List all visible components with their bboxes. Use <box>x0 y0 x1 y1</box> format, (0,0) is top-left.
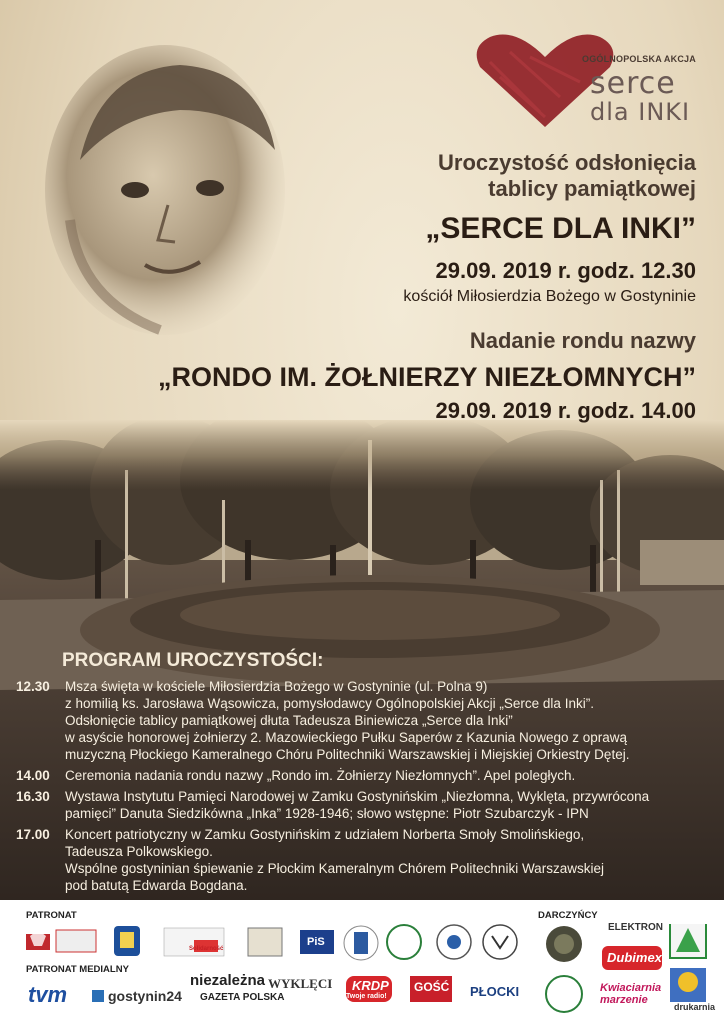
darczyncy-label: DARCZYŃCY <box>538 910 598 921</box>
program-item <box>16 767 716 784</box>
patronat-label: PATRONAT <box>26 910 77 921</box>
program-item <box>16 678 716 763</box>
krdp-logo: KRDP <box>352 978 389 993</box>
gosc-logo: GOŚĆ <box>414 980 450 994</box>
program-item <box>16 826 716 894</box>
krdp-slogan: Twoje radio! <box>346 993 387 1000</box>
program-line: Wspólne gostyninian śpiewanie z Płockim Kameralnym Chórem Politechniki Warszawskiej <box>65 861 604 876</box>
header-line3: Nadanie rondu nazwy <box>469 328 696 353</box>
patronat-medialny-label: PATRONAT MEDIALNY <box>26 964 129 975</box>
drukarnia-logo: drukarnia <box>674 1002 716 1012</box>
gostynin24-icon <box>90 988 106 1004</box>
program-line: Msza święta w kościele Miłosierdzia Bożego w Gostyninie (ul. Polna 9) <box>65 679 488 694</box>
gazeta-polska-logo: GAZETA POLSKA <box>200 992 285 1003</box>
program-line: muzyczną Płockiego Kameralnego Chóru Politechniki Warszawskiej i Miejskiej Orkiestry Dętej. <box>65 747 630 762</box>
program-line: Odsłonięcie tablicy pamiątkowej dłuta Tadeusza Biniewicza „Serce dla Inki” <box>65 713 513 728</box>
program-line: Koncert patriotyczny w Zamku Gostynińskim z udziałem Norberta Smoły Smolińskiego, <box>65 827 585 842</box>
logo-subtitle: OGÓLNOPOLSKA AKCJA <box>582 54 696 64</box>
program-time: 17.00 <box>16 827 50 842</box>
gostynin24-logo: gostynin24 <box>108 988 182 1004</box>
program-line: Ceremonia nadania rondu nazwy „Rondo im. Żołnierzy Niezłomnych”. Apel poległych. <box>65 768 576 783</box>
program-item <box>16 788 716 822</box>
program-line: z homilią ks. Jarosława Wąsowicza, pomysłodawcy Ogólnopolskiej Akcji „Serce dla Inki”. <box>65 696 594 711</box>
elektron-logo: ELEKTRON <box>608 922 663 933</box>
program-list <box>16 678 716 898</box>
pis-logo-text: PiS <box>307 936 325 948</box>
header-line1: Uroczystość odsłonięcia <box>438 150 696 175</box>
tygodnik-plocki-logo: PŁOCKI <box>470 984 520 999</box>
program-time: 12.30 <box>16 679 50 694</box>
logo-word-dla-inki: dla INKI <box>590 98 691 126</box>
program-line: pamięci” Danuta Siedzikówna „Inka” 1928-1946; słowo wstępne: Piotr Szubarczyk - IPN <box>65 806 589 821</box>
program-time: 16.30 <box>16 789 50 804</box>
tvm-logo: tvm <box>28 982 68 1007</box>
program-line: pod batutą Edwarda Bogdana. <box>65 878 248 893</box>
event-datetime-1: 29.09. 2019 r. godz. 12.30 <box>435 258 696 283</box>
niezalezna-logo: niezależna <box>190 972 266 989</box>
program-title: PROGRAM UROCZYSTOŚCI: <box>62 650 324 671</box>
wykleci-logo: WYKLĘCI <box>268 976 333 991</box>
header-line2: tablicy pamiątkowej <box>488 176 696 201</box>
event-title-serce: „SERCE DLA INKI” <box>425 212 696 245</box>
program-time: 14.00 <box>16 768 50 783</box>
event-datetime-2: 29.09. 2019 r. godz. 14.00 <box>435 398 696 423</box>
dubimex-logo: Dubimex <box>607 950 662 965</box>
event-title-rondo: „RONDO IM. ŻOŁNIERZY NIEZŁOMNYCH” <box>158 362 696 392</box>
program-line: Tadeusza Polkowskiego. <box>65 844 213 859</box>
portrait-inka <box>40 40 290 340</box>
event-place-1: kościół Miłosierdzia Bożego w Gostyninie <box>403 288 696 305</box>
solidarnosc-logo-text: Solidarność <box>189 946 224 952</box>
program-line: Wystawa Instytutu Pamięci Narodowej w Zamku Gostynińskim „Niezłomna, Wyklęta, przywrócona <box>65 789 650 804</box>
sponsors-footer <box>0 900 724 1024</box>
kwiaciarnia-logo: Kwiaciarnia marzenie <box>600 982 662 1006</box>
program-line: w asyście honorowej żołnierzy 2. Mazowieckiego Pułku Saperów z Kazunia Nowego z oprawą <box>65 730 628 745</box>
logo-word-serce: serce <box>590 66 676 101</box>
patronat-logos <box>22 922 532 962</box>
